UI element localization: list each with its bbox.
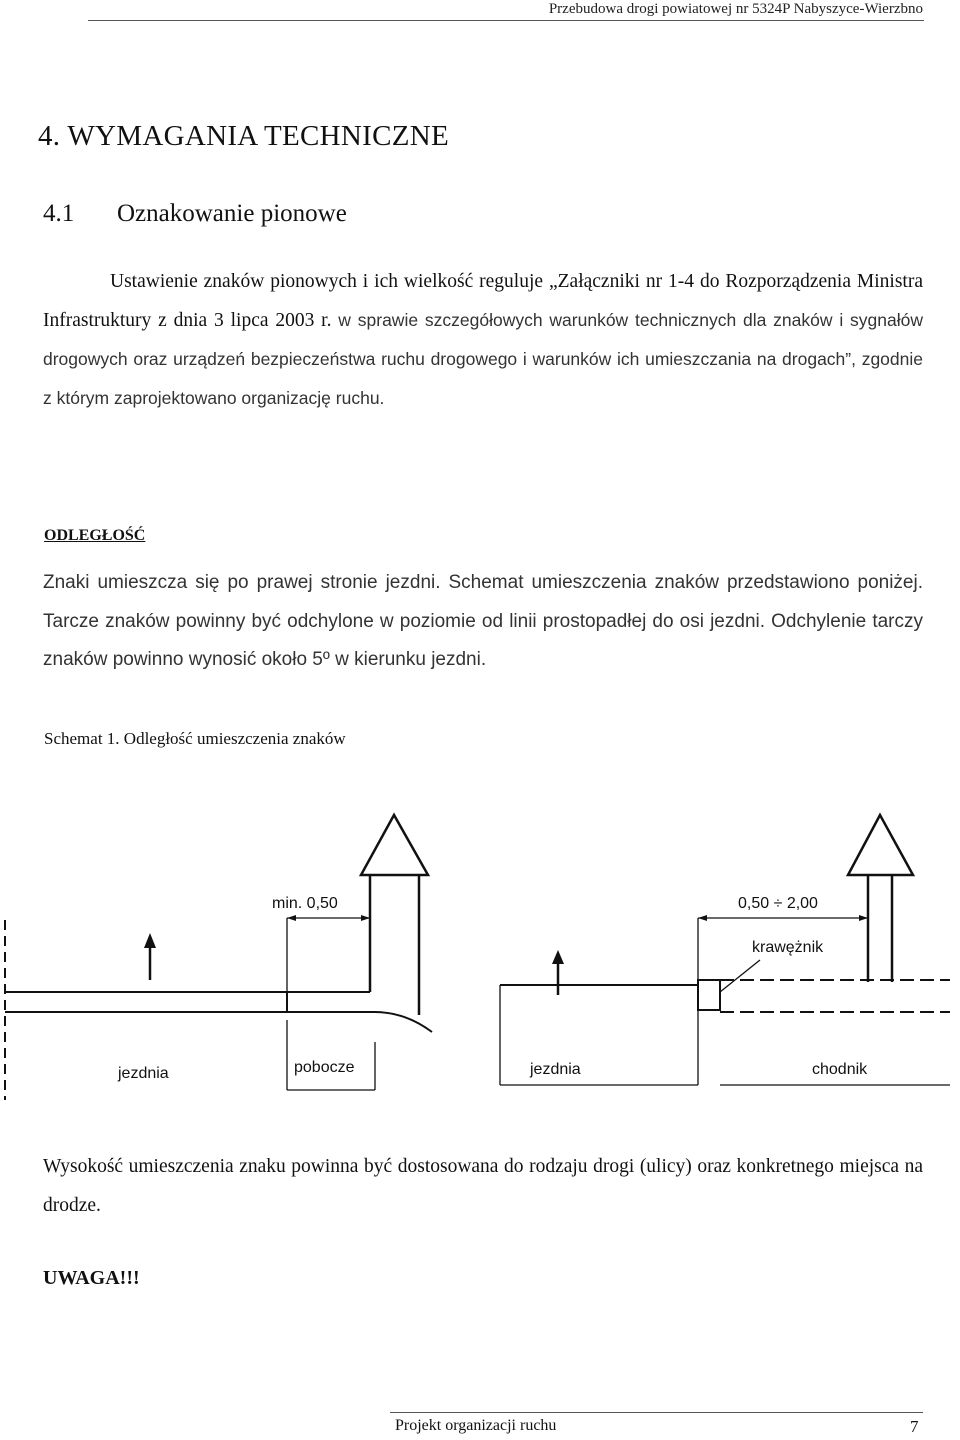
left-road-label: jezdnia: [118, 1065, 169, 1082]
right-dim-arrow-b: [859, 915, 868, 921]
curb-block: [698, 980, 720, 1010]
distance-heading: ODLEGŁOŚĆ: [44, 527, 146, 544]
chapter-title: 4. WYMAGANIA TECHNICZNE: [38, 120, 450, 152]
right-dim-arrow-a: [698, 915, 707, 921]
intro-part1: Ustawienie znaków pionowych i ich wielkość reguluje „Załączniki nr 1-4 do Rozporządzenia Ministra Infrastruktury z dnia 3 lipca 2003 r.: [43, 271, 923, 331]
right-dimension-label: 0,50 ÷ 2,00: [738, 895, 818, 912]
right-road-label: jezdnia: [530, 1061, 581, 1078]
distance-paragraph: Znaki umieszcza się po prawej stronie jezdni. Schemat umieszczenia znaków przedstawiono poniżej. Tarcze znaków powinny być odchylone w poziomie od linii prostopadłej do osi jezdni. Odchylenie tarczy znaków powinno wynosić około 5º w kierunku jezdni.: [43, 572, 923, 670]
intro-paragraph: [43, 263, 923, 418]
left-dim-arrow-b: [361, 915, 370, 921]
curb-pointer: [720, 960, 760, 992]
schema-caption: Schemat 1. Odległość umieszczenia znaków: [44, 729, 346, 748]
right-direction-arrow-head: [552, 950, 564, 964]
left-dim-arrow-a: [287, 915, 296, 921]
warning-label: UWAGA!!!: [43, 1267, 140, 1289]
footer-title: Projekt organizacji ruchu: [395, 1417, 557, 1434]
sidewalk-label: chodnik: [812, 1061, 868, 1078]
header-rule: [88, 20, 924, 21]
running-header: Przebudowa drogi powiatowej nr 5324P Nabyszyce-Wierzbno: [548, 1, 923, 17]
shoulder-label: pobocze: [294, 1059, 355, 1076]
intro-part2: w sprawie szczegółowych warunków technicznych dla znaków i sygnałów drogowych oraz urządzeń bezpieczeństwa ruchu drogowego i warunków ich umieszczania na drogach”, zgodnie z którym zaprojektowano organizację ruchu.: [43, 310, 923, 408]
placement-diagram: [0, 800, 960, 1120]
page-number: 7: [910, 1417, 919, 1436]
right-sign-plate: [848, 815, 913, 875]
left-direction-arrow-head: [144, 933, 156, 948]
section-title: Oznakowanie pionowe: [117, 200, 347, 227]
footer-rule: [390, 1412, 923, 1413]
section-number: 4.1: [43, 200, 75, 227]
left-sign-plate: [361, 815, 428, 875]
section-heading: [43, 200, 347, 228]
curb-label: krawężnik: [752, 939, 824, 956]
height-paragraph: Wysokość umieszczenia znaku powinna być dostosowana do rodzaju drogi (ulicy) oraz konkretnego miejsca na drodze.: [43, 1156, 923, 1216]
shoulder-slope: [287, 1012, 432, 1032]
left-dimension-label: min. 0,50: [272, 895, 338, 912]
